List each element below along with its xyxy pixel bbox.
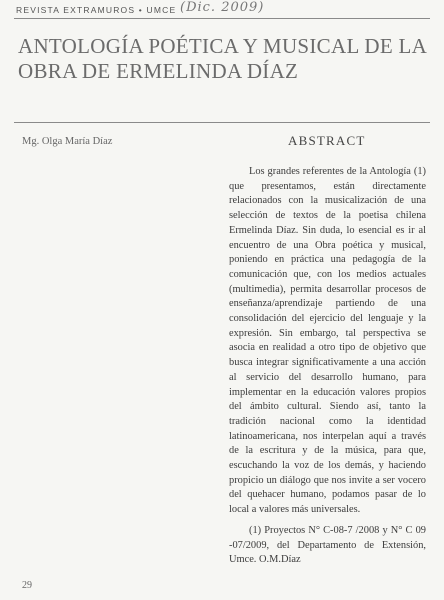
abstract-heading: ABSTRACT [288, 133, 366, 148]
handwritten-date-note: (Dic. 2009) [180, 0, 265, 15]
page-number: 29 [22, 580, 32, 591]
journal-header: REVISTA EXTRAMUROS • UMCE [16, 5, 177, 15]
title-rule [14, 122, 430, 123]
footnote-paragraph: (1) Proyectos N° C-08-7 /2008 y N° C 09 -07/2009, del Departamento de Extensión, Umce. O.M.Díaz [229, 524, 426, 566]
abstract-body [229, 165, 426, 568]
title-line-2: OBRA DE ERMELINDA DÍAZ [18, 59, 299, 83]
title-line-1: ANTOLOGÍA POÉTICA Y MUSICAL DE LA [18, 34, 428, 58]
header-rule [14, 18, 430, 19]
author-name: Mg. Olga María Díaz [22, 136, 113, 147]
abstract-paragraph: Los grandes referentes de la Antología (1) que presentamos, están directamente relacionados con la musicalización de una selección de textos de la poetisa chilena Ermelinda Díaz. Sin duda, lo esencial es ir al encuentro de una Obra poética y musical, poniendo en práctica una pedagogía de la comunicación que, con los medios actuales (multimedia), permita desarrollar procesos de enseñanza/aprendizaje partiendo de una consolidación del ejercicio del lenguaje y la expresión. Sin embargo, tal perspectiva se asocia en realidad a otro tipo de objetivo que busca integrar significativamente a una acción al servicio del desarrollo humano, para implementar en la educación valores propios del ámbito cultural. Siendo así, tanto la tradición nacional como la identidad latinoamericana, nos interpelan aquí a través de la escritura y de la música, para que, escuchando la voz de los demás, y haciendo propicio un diálogo que nos invite a ser vocero del quehacer humano, podamos pasar de lo local a valores más universales. [229, 166, 426, 516]
article-title [18, 34, 428, 84]
